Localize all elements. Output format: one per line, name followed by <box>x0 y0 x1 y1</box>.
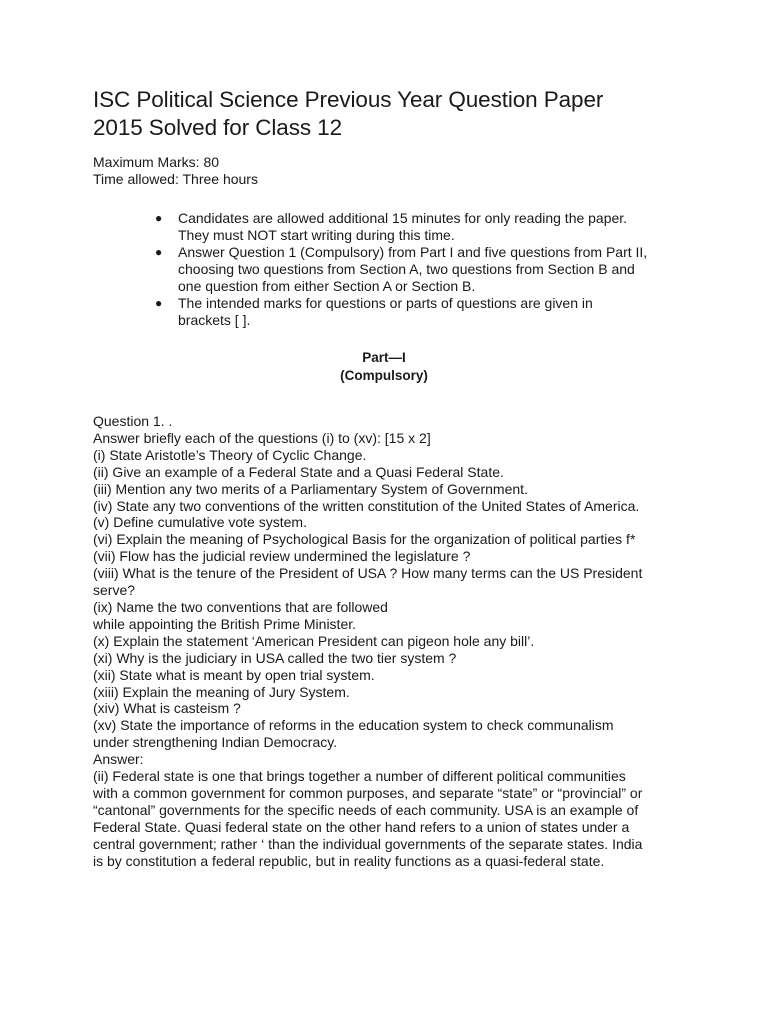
question-item: (iii) Mention any two merits of a Parliamentary System of Government. <box>93 480 528 497</box>
question-item: (xiii) Explain the meaning of Jury System. <box>93 683 350 700</box>
instruction-item <box>155 295 648 329</box>
question-item: (v) Define cumulative vote system. <box>93 514 307 531</box>
title-line-1: ISC Political Science Previous Year Question Paper <box>93 87 604 112</box>
instruction-text: Answer Question 1 (Compulsory) from Part I and five questions from Part II, choosing two questions from Section A, two questions from Section B and one question from either Section A or Section B. <box>178 244 648 294</box>
max-marks: Maximum Marks: 80 <box>93 154 220 170</box>
page-title <box>93 86 653 142</box>
bullet-icon: ● <box>155 211 163 225</box>
answer-label: Answer: <box>93 751 144 768</box>
question-item: (i) State Aristotle’s Theory of Cyclic Change. <box>93 446 367 463</box>
document-page <box>93 86 653 869</box>
part-heading <box>93 349 675 385</box>
question-heading: Question 1. . <box>93 413 173 429</box>
question-item: (vii) Flow has the judicial review undermined the legislature ? <box>93 548 471 565</box>
instruction-text: The intended marks for questions or parts of questions are given in brackets [ ]. <box>178 295 593 328</box>
question-item: (ii) Give an example of a Federal State and a Quasi Federal State. <box>93 463 504 480</box>
question-item: while appointing the British Prime Minister. <box>93 615 357 632</box>
question-item: (vi) Explain the meaning of Psychological Basis for the organization of political parties f* <box>93 531 636 548</box>
question-item: (ix) Name the two conventions that are followed <box>93 598 388 615</box>
exam-meta <box>93 154 653 188</box>
bullet-icon: ● <box>155 245 163 259</box>
question-item: (iv) State any two conventions of the written constitution of the United States of America. <box>93 497 640 514</box>
question-item: (xii) State what is meant by open trial system. <box>93 666 375 683</box>
question-item: (xv) State the importance of reforms in the education system to check communalism under strengthening Indian Democracy. <box>93 717 614 751</box>
bullet-icon: ● <box>155 296 163 310</box>
part-subtitle: (Compulsory) <box>340 368 428 383</box>
title-line-2: 2015 Solved for Class 12 <box>93 115 343 140</box>
time-allowed: Time allowed: Three hours <box>93 171 258 187</box>
question-item: (xi) Why is the judiciary in USA called the two tier system ? <box>93 649 457 666</box>
instructions-list <box>93 210 648 329</box>
question-item: (x) Explain the statement ‘American President can pigeon hole any bill’. <box>93 632 535 649</box>
instruction-item <box>155 244 648 295</box>
instruction-text: Candidates are allowed additional 15 minutes for only reading the paper. They must NOT start writing during this time. <box>178 210 628 243</box>
part-title: Part—I <box>362 350 406 365</box>
answer-text: (ii) Federal state is one that brings together a number of different political communities with a common government for common purposes, and separate “state” or “provincial” or “cantonal” governments for the specific needs of each community. USA is an example of Federal State. Quasi federal state on the other hand refers to a union of states under a central government; rather ‘ than the individual governments of the separate states. India is by constitution a federal republic, but in reality functions as a quasi-federal state. <box>93 768 643 869</box>
question-block <box>93 413 648 869</box>
question-intro: Answer briefly each of the questions (i) to (xv): [15 x 2] <box>93 429 431 446</box>
instruction-item <box>155 210 648 244</box>
question-item: (viii) What is the tenure of the President of USA ? How many terms can the US President serve? <box>93 565 643 599</box>
question-item: (xiv) What is casteism ? <box>93 700 241 717</box>
